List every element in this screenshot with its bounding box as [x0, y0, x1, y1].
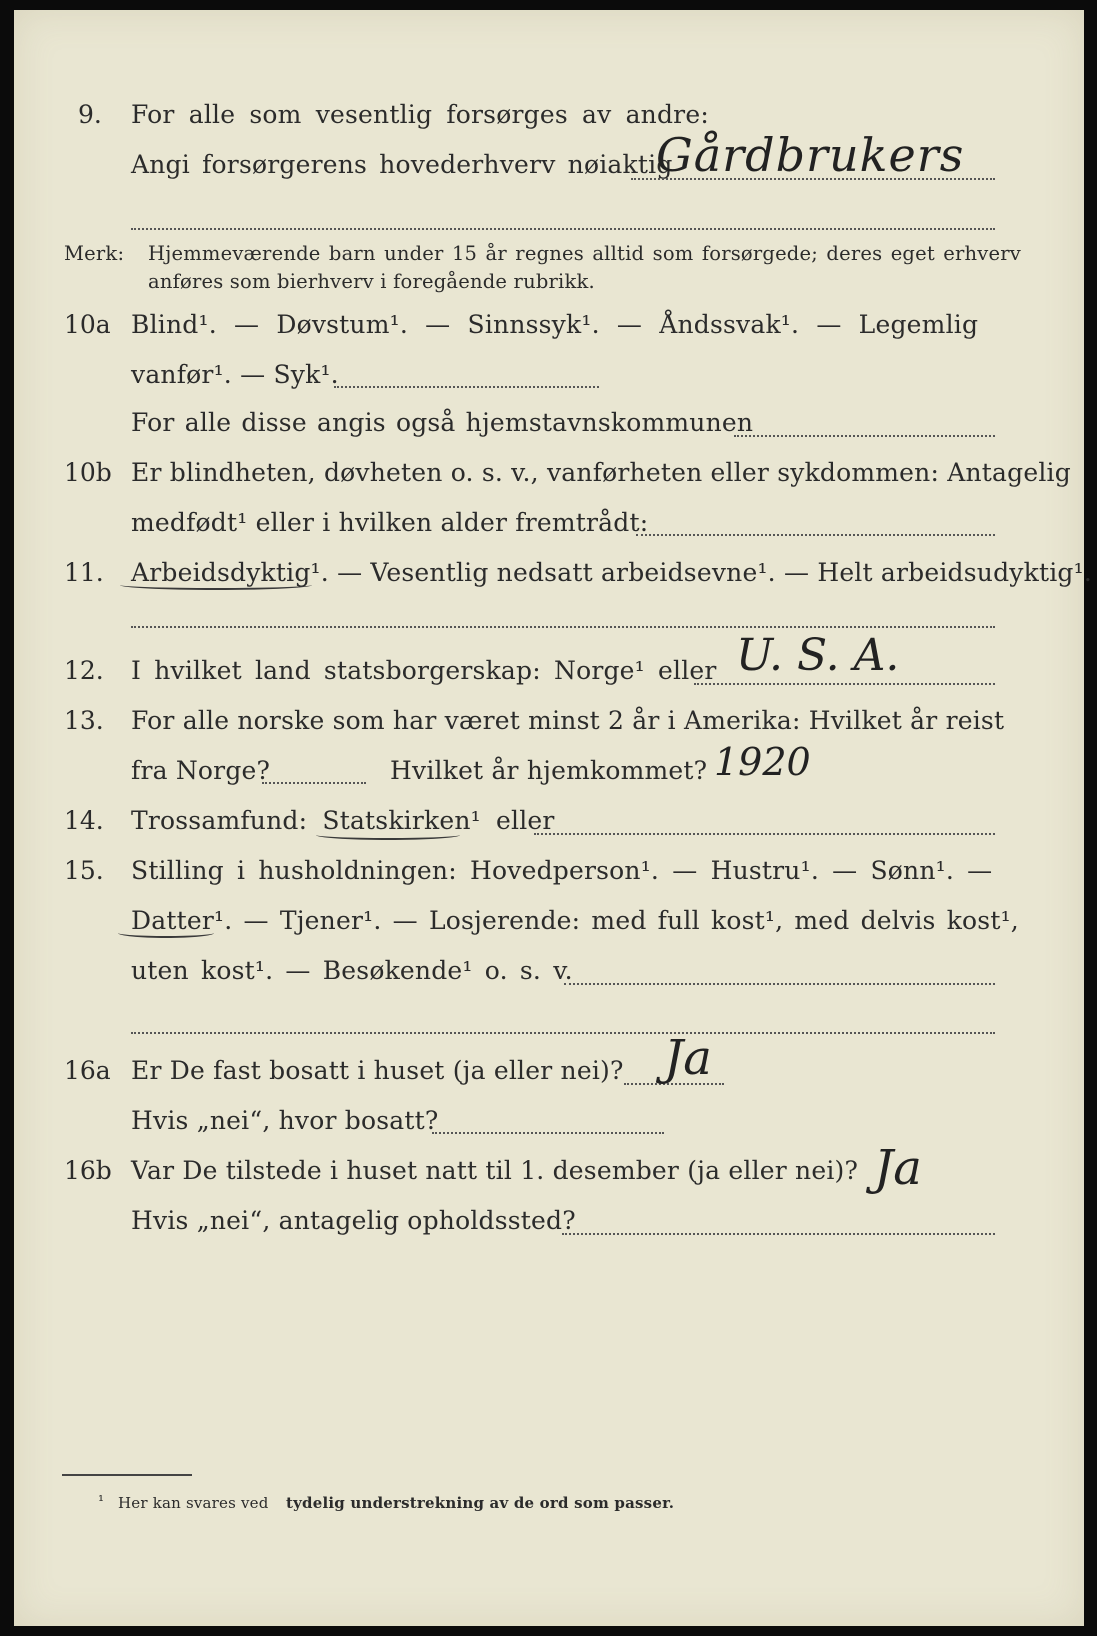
q10a-answer-line — [334, 386, 599, 388]
q9-number: 9. — [78, 100, 102, 129]
q14-statskirken-underline — [316, 830, 460, 840]
q11-extra-line — [131, 626, 995, 628]
census-form-page — [14, 10, 1092, 1626]
q16a-bosatt-line — [432, 1132, 664, 1134]
q13-line1: For alle norske som har været minst 2 år i Amerika: Hvilket år reist — [131, 706, 1005, 735]
q15-extra-line — [131, 1032, 995, 1034]
footnote-rule — [62, 1474, 192, 1476]
q10b-line2: medfødt¹ eller i hvilken alder fremtrådt: — [131, 508, 649, 537]
merk-line1: Hjemmeværende barn under 15 år regnes alltid som forsørgede; deres eget erhverv — [148, 242, 1022, 265]
q15-line1: Stilling i husholdningen: Hovedperson¹. — Hustru¹. — Sønn¹. — — [131, 856, 993, 885]
q16b-line1: Var De tilstede i huset natt til 1. desember (ja eller nei)? — [131, 1156, 859, 1185]
q16b-handwritten-answer: Ja — [874, 1140, 922, 1196]
q16b-line2: Hvis „nei“, antagelig opholdssted? — [131, 1206, 576, 1235]
q13-reist-line — [262, 782, 366, 784]
footnote-mark: ¹ — [98, 1492, 105, 1510]
q9-handwritten-answer: Gårdbrukers — [656, 128, 965, 182]
footnote-text-regular: Her kan svares ved — [118, 1494, 269, 1512]
q14-answer-line — [534, 833, 995, 835]
merk-label: Merk: — [64, 242, 125, 265]
q10a-hjemstavn-line — [734, 435, 995, 437]
q16a-number: 16a — [64, 1056, 111, 1085]
q15-line3: uten kost¹. — Besøkende¹ o. s. v. — [131, 956, 573, 985]
q16a-handwritten-answer: Ja — [664, 1030, 712, 1086]
q13-handwritten-answer: 1920 — [714, 740, 811, 784]
q14-number: 14. — [64, 806, 104, 835]
q10a-number: 10a — [64, 310, 111, 339]
q13-number: 13. — [64, 706, 104, 735]
q16b-number: 16b — [64, 1156, 112, 1185]
q12-line1: I hvilket land statsborgerskap: Norge¹ eller — [131, 656, 717, 685]
q13-line2a: fra Norge? — [131, 756, 271, 785]
q12-answer-line — [694, 683, 995, 685]
merk-line2: anføres som bierhverv i foregående rubrikk. — [148, 270, 595, 293]
q16a-line2: Hvis „nei“, hvor bosatt? — [131, 1106, 439, 1135]
q16b-opholdssted-line — [562, 1233, 995, 1235]
q15-line2: Datter¹. — Tjener¹. — Losjerende: med full kost¹, med delvis kost¹, — [131, 906, 1019, 935]
footnote-text-bold: tydelig understrekning av de ord som passer. — [286, 1494, 675, 1512]
q12-handwritten-answer: U. S. A. — [736, 630, 900, 681]
q12-number: 12. — [64, 656, 104, 685]
q10b-line1: Er blindheten, døvheten o. s. v., vanførheten eller sykdommen: Antagelig — [131, 458, 1071, 487]
q10b-answer-line — [636, 534, 995, 536]
q11-number: 11. — [64, 558, 104, 587]
q13-line2b: Hvilket år hjemkommet? — [390, 756, 708, 785]
q10a-line3: For alle disse angis også hjemstavnskommunen — [131, 408, 754, 437]
q9-line1: For alle som vesentlig forsørges av andre: — [131, 100, 709, 129]
q10b-number: 10b — [64, 458, 112, 487]
q11-arbeidsdyktig-underline — [120, 580, 312, 590]
q10a-line1: Blind¹. — Døvstum¹. — Sinnssyk¹. — Åndssvak¹. — Legemlig — [131, 310, 979, 339]
q9-line2: Angi forsørgerens hovederhverv nøiaktig — [131, 150, 673, 179]
q15-number: 15. — [64, 856, 104, 885]
q16a-line1: Er De fast bosatt i huset (ja eller nei)? — [131, 1056, 624, 1085]
q15-answer-line — [564, 983, 995, 985]
q10a-line2: vanfør¹. — Syk¹. — [131, 360, 339, 389]
q14-line1: Trossamfund: Statskirken¹ eller — [131, 806, 555, 835]
q15-datter-underline — [118, 928, 214, 938]
q11-line1: Arbeidsdyktig¹. — Vesentlig nedsatt arbeidsevne¹. — Helt arbeidsudyktig¹. — [131, 558, 1092, 587]
q9-extra-line — [131, 228, 995, 230]
